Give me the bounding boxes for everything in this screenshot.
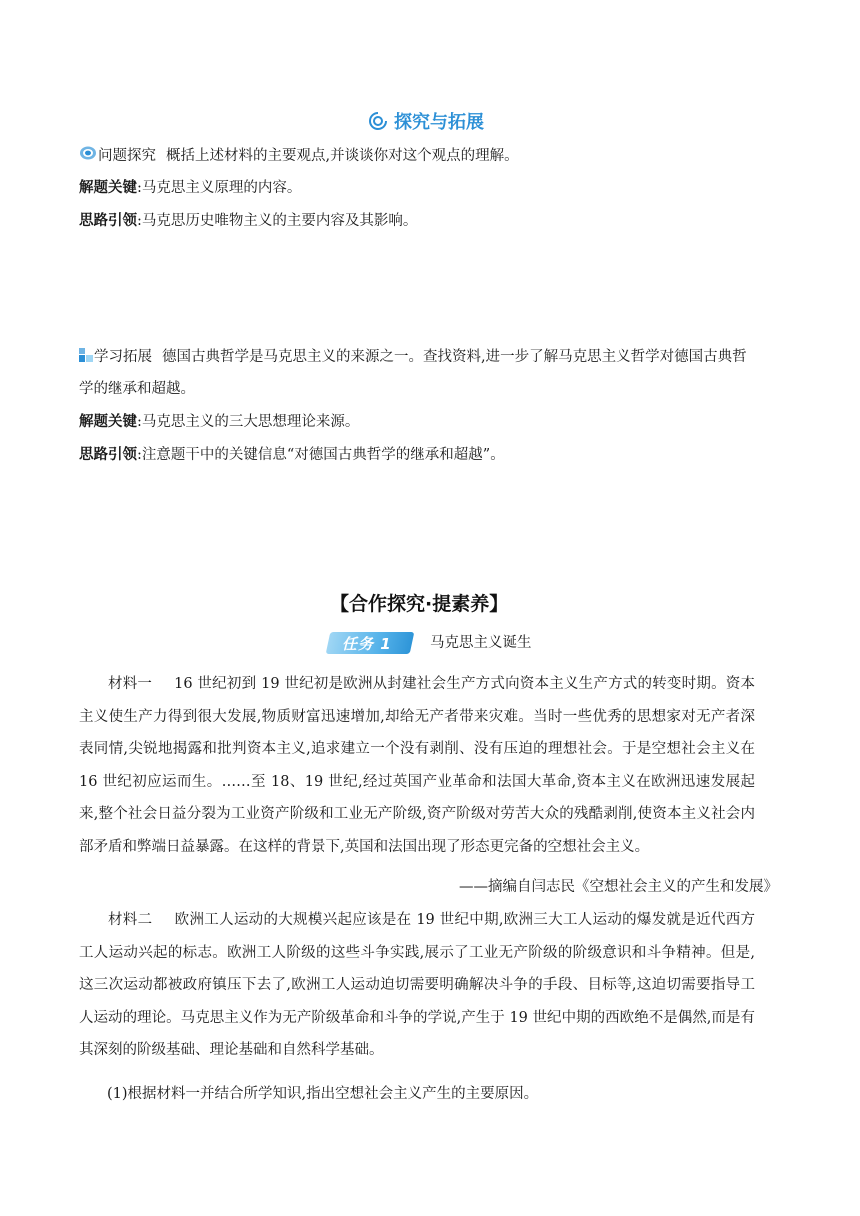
question-1: (1)根据材料一并结合所学知识,指出空想社会主义产生的主要原因。 bbox=[107, 1086, 539, 1102]
material-1 bbox=[79, 668, 755, 863]
material-2-text: 欧洲工人运动的大规模兴起应该是在 19 世纪中期,欧洲三大工人运动的爆发就是近代西方工人运动兴起的标志。欧洲工人阶级的这些斗争实践,展示了工业无产阶级的阶级意识和斗争精神。但是,这三次运动都被政府镇压下去了,欧洲工人运动迫切需要明确解决斗争的手段、目标等,这迫切需要指导工人运动的理论。马克思主义作为无产阶级革命和斗争的学说,产生于 19 世纪中期的西欧绝不是偶然,而是有其深刻的阶级基础、理论基础和自然科学基础。 bbox=[79, 912, 755, 1058]
material-2-label: 材料二 bbox=[108, 912, 153, 928]
extension-key-line bbox=[79, 412, 359, 432]
material-1-label: 材料一 bbox=[108, 676, 153, 692]
problem-label: 问题探究 bbox=[98, 148, 156, 164]
spiral-swirl-icon bbox=[368, 111, 388, 131]
extension-key-text: :马克思主义的三大思想理论来源。 bbox=[137, 414, 360, 430]
problem-key-line bbox=[79, 178, 301, 198]
cooperation-heading: 【合作探究·提素养】 bbox=[330, 593, 509, 615]
problem-guide-text: :马克思历史唯物主义的主要内容及其影响。 bbox=[137, 213, 418, 229]
extension-guide-text: :注意题干中的关键信息“对德国古典哲学的继承和超越”。 bbox=[137, 447, 505, 463]
bar-chart-icon bbox=[79, 348, 93, 362]
material-2 bbox=[79, 904, 755, 1067]
extension-guide-label: 思路引领 bbox=[79, 447, 137, 463]
problem-text: 概括上述材料的主要观点,并谈谈你对这个观点的理解。 bbox=[166, 148, 519, 164]
explore-section-header bbox=[368, 108, 484, 134]
extension-key-label: 解题关键 bbox=[79, 414, 137, 430]
task-badge: 任务 1 bbox=[342, 635, 392, 653]
extension-label: 学习拓展 bbox=[94, 349, 152, 365]
problem-key-label: 解题关键 bbox=[79, 180, 137, 196]
material-1-text: 16 世纪初到 19 世纪初是欧洲从封建社会生产方式向资本主义生产方式的转变时期。资本主义使生产力得到很大发展,物质财富迅速增加,却给无产者带来灾难。当时一些优秀的思想家对无产者深表同情,尖锐地揭露和批判资本主义,追求建立一个没有剥削、没有压迫的理想社会。于是空想社会主义在 16 世纪初应运而生。……至 18、19 世纪,经过英国产业革命和法国大革命,资本主义在欧洲迅速发展起来,整个社会日益分裂为工业资产阶级和工业无产阶级,资产阶级对劳苦大众的残酷剥削,使资本主义社会内部矛盾和弊端日益暴露。在这样的背景下,英国和法国出现了形态更完备的空想社会主义。 bbox=[79, 676, 756, 855]
problem-guide-line bbox=[79, 211, 417, 231]
extension-guide-line bbox=[79, 445, 505, 465]
globe-bubble-icon bbox=[79, 146, 97, 161]
material-1-source: ——摘编自闫志民《空想社会主义的产生和发展》 bbox=[459, 879, 778, 895]
extension-text-2: 学的继承和超越。 bbox=[79, 381, 195, 397]
problem-guide-label: 思路引领 bbox=[79, 213, 137, 229]
problem-line bbox=[79, 146, 519, 166]
section-title: 探究与拓展 bbox=[394, 112, 484, 133]
extension-line-2 bbox=[79, 379, 195, 399]
extension-text-1: 德国古典哲学是马克思主义的来源之一。查找资料,进一步了解马克思主义哲学对德国古典哲 bbox=[162, 349, 747, 365]
problem-key-text: :马克思主义原理的内容。 bbox=[137, 180, 302, 196]
extension-line-1 bbox=[79, 347, 747, 367]
task-title: 马克思主义诞生 bbox=[430, 635, 532, 651]
task-header bbox=[328, 631, 532, 655]
